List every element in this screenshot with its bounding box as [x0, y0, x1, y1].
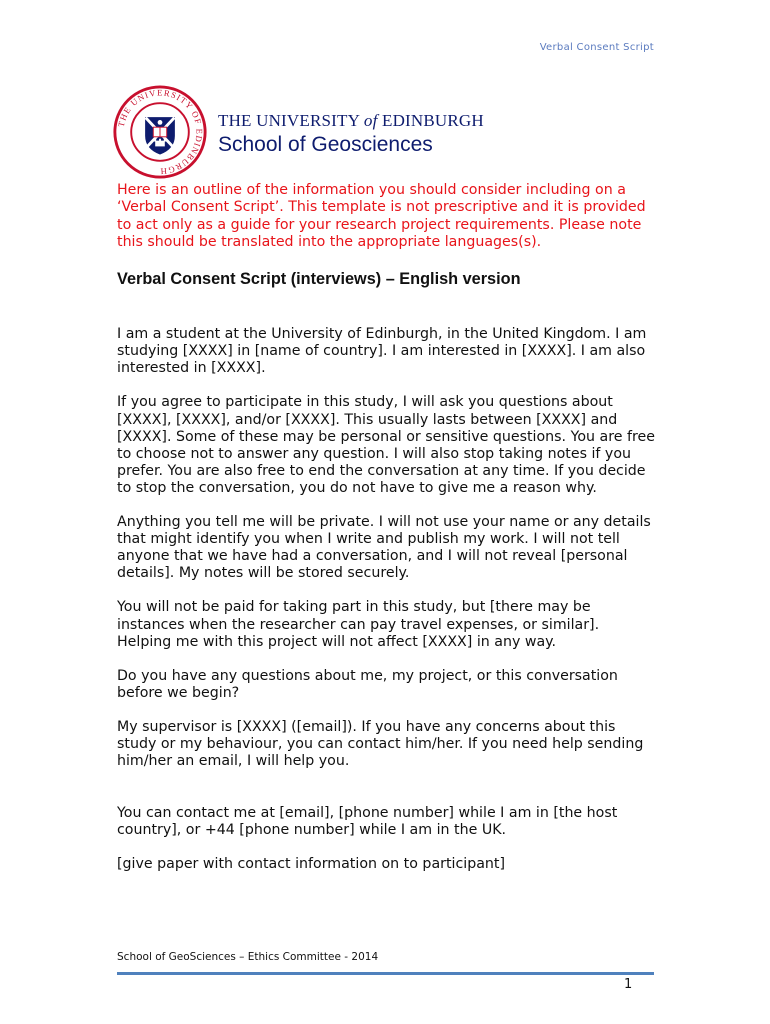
paragraph-participation: If you agree to participate in this study, I will ask you questions about [XXXX], [XXXX], and/or [XXXX]. This usually lasts between [XXXX] and [XXXX]. Some of these may be personal or sensitive questions. You are free to choose not to answer any question. I will also stop taking notes if you prefer. You are also free to end the conversation at any time. If you decide to stop the conversation, you do not have to give me a reason why. [117, 394, 655, 496]
document-title: Verbal Consent Script (interviews) – English version [117, 270, 521, 289]
footer-text: School of GeoSciences – Ethics Committee - 2014 [117, 951, 379, 963]
svg-text:THE UNIVERSITY OF EDINBURGH: THE UNIVERSITY OF EDINBURGH [115, 87, 205, 177]
intro-guidance: Here is an outline of the information you should consider including on a ‘Verbal Consent Script’. This template is not prescriptive and it is provided to act only as a guide for your research project requirements. Please note this should be translated into the appropriate languages(s). [117, 182, 646, 250]
footer-divider [117, 972, 654, 975]
paragraph-supervisor: My supervisor is [XXXX] ([email]). If you have any concerns about this study or my behaviour, you can contact him/her. If you need help sending him/her an email, I will help you. [117, 718, 644, 770]
university-crest-icon [112, 84, 208, 180]
header-label: Verbal Consent Script [539, 42, 654, 53]
document-body [117, 182, 657, 873]
paragraph-contact: You can contact me at [email], [phone number] while I am in [the host country], or +44 [phone number] while I am in the UK. [117, 805, 618, 839]
university-logo [112, 84, 484, 180]
paragraph-questions: Do you have any questions about me, my project, or this conversation before we begin? [117, 667, 618, 701]
paragraph-privacy: Anything you tell me will be private. I will not use your name or any details that might identify you when I write and publish my work. I will not tell anyone that we have had a conversation, and I will not reveal [personal details]. My notes will be stored securely. [117, 514, 651, 582]
paragraph-instruction: [give paper with contact information on to participant] [117, 856, 506, 873]
paragraph-payment: You will not be paid for taking part in this study, but [there may be instances when the researcher can pay travel expenses, or similar]. Helping me with this project will not affect [XXXX] in any way. [117, 599, 600, 650]
university-name: THE UNIVERSITY of EDINBURGH [218, 111, 484, 130]
school-name: School of Geosciences [218, 133, 433, 156]
page-number: 1 [624, 977, 633, 992]
paragraph-introduction: I am a student at the University of Edinburgh, in the United Kingdom. I am studying [XXXX] in [name of country]. I am interested in [XXXX]. I am also interested in [XXXX]. [117, 326, 647, 377]
